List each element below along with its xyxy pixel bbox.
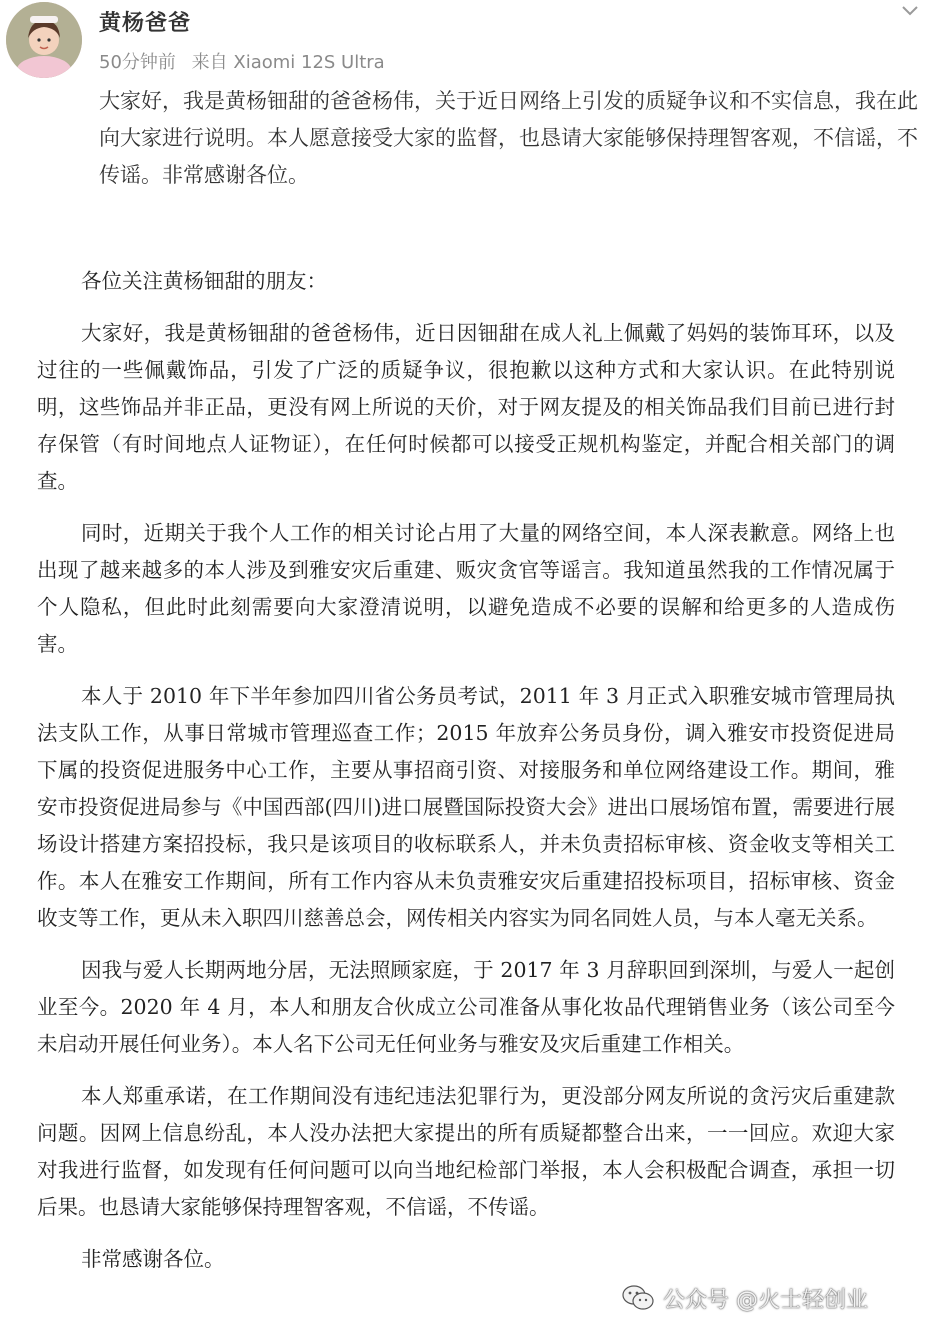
letter-paragraph: 本人于 2010 年下半年参加四川省公务员考试，2011 年 3 月正式入职雅安城市管理局执法支队工作，从事日常城市管理巡查工作；2015 年放弃公务员身份，调入雅安市投资促进局下属的投资促进服务中心工作，主要从事招商引资、对接服务和单位网络建设工作。期间，雅安市投资促进局参与《中国西部(四川)进口展暨国际投资大会》进出口展场馆布置，需要进行展场设计搭建方案招投标，我只是该项目的收标联系人，并未负责招标审核、资金收支等相关工作。本人在雅安工作期间，所有工作内容从未负责雅安灾后重建招投标项目，招标审核、资金收支等工作，更从未入职四川慈善总会，网传相关内容实为同名同姓人员，与本人毫无关系。 [37,684,895,930]
user-avatar[interactable] [6,2,82,78]
wechat-icon [621,1284,655,1312]
letter-closing: 非常感谢各位。 [81,1247,225,1271]
letter-greeting: 各位关注黄杨钿甜的朋友： [81,269,327,293]
post-text: 大家好，我是黄杨钿甜的爸爸杨伟，关于近日网络上引发的质疑争议和不实信息，我在此向大家进行说明。本人愿意接受大家的监督，也恳请大家能够保持理智客观，不信谣，不传谣。非常感谢各位。 [99,89,918,187]
letter-paragraph: 本人郑重承诺，在工作期间没有违纪违法犯罪行为，更没部分网友所说的贪污灾后重建款问题。因网上信息纷乱，本人没办法把大家提出的所有质疑都整合出来，一一回应。欢迎大家对我进行监督，如发现有任何问题可以向当地纪检部门举报，本人会积极配合调查，承担一切后果。也恳请大家能够保持理智客观，不信谣，不传谣。 [37,1084,895,1219]
avatar-image [6,2,82,78]
letter-paragraph: 大家好，我是黄杨钿甜的爸爸杨伟，近日因钿甜在成人礼上佩戴了妈妈的装饰耳环，以及过往的一些佩戴饰品，引发了广泛的质疑争议，很抱歉以这种方式和大家认识。在此特别说明，这些饰品并非正品，更没有网上所说的天价，对于网友提及的相关饰品我们目前已进行封存保管（有时间地点人证物证），在任何时候都可以接受正规机构鉴定，并配合相关部门的调查。 [37,321,895,493]
post-source: 来自 Xiaomi 12S Ultra [191,52,385,73]
letter-paragraph: 因我与爱人长期两地分居，无法照顾家庭，于 2017 年 3 月辞职回到深圳，与爱人一起创业至今。2020 年 4 月，本人和朋友合伙成立公司准备从事化妆品代理销售业务（该公司至今未启动开展任何业务）。本人名下公司无任何业务与雅安及灾后重建工作相关。 [37,958,895,1056]
post-meta [99,48,395,74]
weibo-post-card [0,0,925,201]
watermark [621,1282,868,1314]
letter-paragraph: 同时，近期关于我个人工作的相关讨论占用了大量的网络空间，本人深表歉意。网络上也出现了越来越多的本人涉及到雅安灾后重建、贩灾贪官等谣言。我知道虽然我的工作情况属于个人隐私，但此时此刻需要向大家澄清说明，以避免造成不必要的误解和给更多的人造成伤害。 [37,521,895,656]
statement-letter [0,250,925,1335]
chevron-down-icon[interactable] [897,0,923,24]
post-time: 50分钟前 [99,52,176,73]
watermark-text: 公众号 @火士轻创业 [663,1287,868,1313]
separator [0,200,925,250]
user-name[interactable]: 黄杨爸爸 [99,11,192,36]
letter-body [37,263,895,1278]
